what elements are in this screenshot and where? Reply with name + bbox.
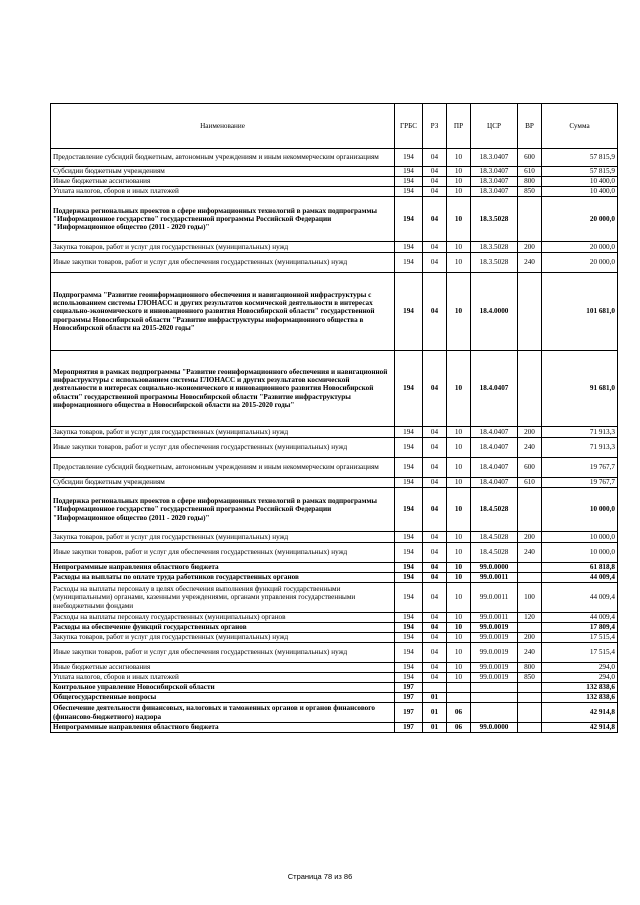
row-rz: 04 xyxy=(423,623,447,633)
row-name: Контрольное управление Новосибирской области xyxy=(51,683,395,693)
table-row xyxy=(51,273,618,351)
row-rz: 04 xyxy=(423,573,447,583)
row-sum: 294,0 xyxy=(542,673,618,683)
row-grbs: 194 xyxy=(395,643,423,663)
row-csr: 18.4.0407 xyxy=(471,427,518,438)
row-vr xyxy=(518,197,542,242)
row-sum: 42 914,8 xyxy=(542,723,618,733)
row-name: Мероприятия в рамках подпрограммы "Развитие геоинформационного обеспечения и навигационной инфраструктуры с использованием системы ГЛОНАСС и других результатов космической деятельности в интересах социально-экономического и инновационного развития Новосибирской области" государственной программы Новосибирской области "Развитие инфраструктуры информационного общества в Новосибирской области на 2015-2020 годы" xyxy=(51,351,395,427)
row-name: Обеспечение деятельности финансовых, налоговых и таможенных органов и органов финансового (финансово-бюджетного) надзора xyxy=(51,703,395,723)
row-sum: 61 818,8 xyxy=(542,563,618,573)
row-pr xyxy=(447,693,471,703)
row-grbs: 194 xyxy=(395,623,423,633)
row-vr: 600 xyxy=(518,458,542,478)
row-grbs: 197 xyxy=(395,703,423,723)
table-row xyxy=(51,543,618,563)
row-grbs: 194 xyxy=(395,242,423,253)
row-name: Непрограммные направления областного бюджета xyxy=(51,723,395,733)
header-sum: Сумма xyxy=(542,104,618,149)
row-pr: 10 xyxy=(447,583,471,613)
row-grbs: 194 xyxy=(395,149,423,167)
row-sum: 132 838,6 xyxy=(542,693,618,703)
budget-table xyxy=(50,103,618,733)
row-vr: 200 xyxy=(518,532,542,543)
row-pr: 10 xyxy=(447,543,471,563)
row-name: Закупка товаров, работ и услуг для государственных (муниципальных) нужд xyxy=(51,532,395,543)
row-pr: 10 xyxy=(447,663,471,673)
row-grbs: 197 xyxy=(395,683,423,693)
row-csr: 99.0.0019 xyxy=(471,623,518,633)
row-csr: 18.3.5028 xyxy=(471,197,518,242)
table-row xyxy=(51,633,618,643)
row-rz: 04 xyxy=(423,488,447,532)
row-sum: 17 809,4 xyxy=(542,623,618,633)
row-pr: 10 xyxy=(447,488,471,532)
row-grbs: 194 xyxy=(395,663,423,673)
row-sum: 294,0 xyxy=(542,663,618,673)
table-row xyxy=(51,532,618,543)
header-grbs: ГРБС xyxy=(395,104,423,149)
row-vr: 800 xyxy=(518,663,542,673)
row-grbs: 194 xyxy=(395,573,423,583)
row-sum: 10 000,0 xyxy=(542,543,618,563)
row-vr: 850 xyxy=(518,187,542,197)
table-row xyxy=(51,703,618,723)
row-rz: 01 xyxy=(423,723,447,733)
row-sum: 10 000,0 xyxy=(542,488,618,532)
row-pr: 06 xyxy=(447,723,471,733)
row-csr xyxy=(471,703,518,723)
row-name: Закупка товаров, работ и услуг для государственных (муниципальных) нужд xyxy=(51,427,395,438)
table-row xyxy=(51,673,618,683)
row-rz: 04 xyxy=(423,149,447,167)
row-vr: 240 xyxy=(518,253,542,273)
row-rz: 01 xyxy=(423,703,447,723)
row-sum: 20 000,0 xyxy=(542,253,618,273)
table-row xyxy=(51,613,618,623)
row-csr: 18.4.0407 xyxy=(471,478,518,488)
header-name: Наименование xyxy=(51,104,395,149)
row-vr: 120 xyxy=(518,613,542,623)
row-vr: 800 xyxy=(518,177,542,187)
row-grbs: 194 xyxy=(395,177,423,187)
row-sum: 17 515,4 xyxy=(542,643,618,663)
row-sum: 20 000,0 xyxy=(542,242,618,253)
table-row xyxy=(51,167,618,177)
row-grbs: 194 xyxy=(395,633,423,643)
row-grbs: 194 xyxy=(395,427,423,438)
table-row xyxy=(51,187,618,197)
row-csr: 99.0.0011 xyxy=(471,573,518,583)
row-pr: 10 xyxy=(447,167,471,177)
row-sum: 91 681,0 xyxy=(542,351,618,427)
row-sum: 10 000,0 xyxy=(542,532,618,543)
row-vr xyxy=(518,703,542,723)
row-sum: 44 009,4 xyxy=(542,573,618,583)
row-pr: 10 xyxy=(447,242,471,253)
row-grbs: 194 xyxy=(395,488,423,532)
row-grbs: 194 xyxy=(395,613,423,623)
row-vr xyxy=(518,488,542,532)
row-grbs: 194 xyxy=(395,273,423,351)
header-pr: ПР xyxy=(447,104,471,149)
row-name: Расходы на выплаты персоналу государственных (муниципальных) органов xyxy=(51,613,395,623)
row-sum: 44 009,4 xyxy=(542,583,618,613)
header-csr: ЦСР xyxy=(471,104,518,149)
row-vr xyxy=(518,563,542,573)
row-rz: 04 xyxy=(423,242,447,253)
row-sum: 20 000,0 xyxy=(542,197,618,242)
row-vr xyxy=(518,351,542,427)
table-body xyxy=(51,149,618,733)
row-sum: 71 913,3 xyxy=(542,427,618,438)
table-row xyxy=(51,693,618,703)
row-pr: 10 xyxy=(447,273,471,351)
row-csr: 99.0.0019 xyxy=(471,633,518,643)
row-rz: 04 xyxy=(423,563,447,573)
row-name: Предоставление субсидий бюджетным, автономным учреждениям и иным некоммерческим организациям xyxy=(51,458,395,478)
row-rz: 04 xyxy=(423,532,447,543)
row-name: Иные закупки товаров, работ и услуг для обеспечения государственных (муниципальных) нужд xyxy=(51,543,395,563)
row-rz: 04 xyxy=(423,351,447,427)
row-vr xyxy=(518,623,542,633)
row-csr: 99.0.0019 xyxy=(471,673,518,683)
row-csr: 18.4.5028 xyxy=(471,543,518,563)
row-name: Субсидии бюджетным учреждениям xyxy=(51,478,395,488)
row-vr xyxy=(518,683,542,693)
header-rz: РЗ xyxy=(423,104,447,149)
row-sum: 44 009,4 xyxy=(542,613,618,623)
row-vr: 240 xyxy=(518,438,542,458)
row-rz: 04 xyxy=(423,663,447,673)
table-row xyxy=(51,563,618,573)
row-grbs: 194 xyxy=(395,351,423,427)
row-pr: 10 xyxy=(447,253,471,273)
row-sum: 42 914,8 xyxy=(542,703,618,723)
row-csr: 18.3.0407 xyxy=(471,187,518,197)
row-rz: 04 xyxy=(423,458,447,478)
row-name: Иные закупки товаров, работ и услуг для обеспечения государственных (муниципальных) нужд xyxy=(51,643,395,663)
row-pr: 10 xyxy=(447,458,471,478)
table-row xyxy=(51,242,618,253)
table-row xyxy=(51,488,618,532)
row-csr: 18.3.5028 xyxy=(471,242,518,253)
table-header-row xyxy=(51,104,618,149)
row-vr: 600 xyxy=(518,149,542,167)
row-vr: 200 xyxy=(518,427,542,438)
row-csr: 18.4.0407 xyxy=(471,458,518,478)
row-pr: 10 xyxy=(447,351,471,427)
row-sum: 57 815,9 xyxy=(542,167,618,177)
row-rz: 04 xyxy=(423,427,447,438)
row-pr: 10 xyxy=(447,613,471,623)
table-row xyxy=(51,149,618,167)
row-sum: 101 681,0 xyxy=(542,273,618,351)
row-grbs: 194 xyxy=(395,563,423,573)
row-name: Уплата налогов, сборов и иных платежей xyxy=(51,673,395,683)
row-name: Иные закупки товаров, работ и услуг для обеспечения государственных (муниципальных) нужд xyxy=(51,438,395,458)
table-row xyxy=(51,253,618,273)
row-vr: 240 xyxy=(518,543,542,563)
row-sum: 132 838,6 xyxy=(542,683,618,693)
row-csr: 18.4.0000 xyxy=(471,273,518,351)
row-rz: 04 xyxy=(423,633,447,643)
row-vr: 240 xyxy=(518,643,542,663)
row-vr: 200 xyxy=(518,242,542,253)
row-grbs: 194 xyxy=(395,532,423,543)
row-vr: 850 xyxy=(518,673,542,683)
row-grbs: 197 xyxy=(395,693,423,703)
row-rz: 04 xyxy=(423,478,447,488)
row-grbs: 194 xyxy=(395,583,423,613)
row-grbs: 194 xyxy=(395,543,423,563)
row-pr: 10 xyxy=(447,438,471,458)
row-pr: 10 xyxy=(447,177,471,187)
row-pr: 10 xyxy=(447,563,471,573)
row-grbs: 197 xyxy=(395,723,423,733)
row-rz xyxy=(423,683,447,693)
row-name: Предоставление субсидий бюджетным, автономным учреждениям и иным некоммерческим организациям xyxy=(51,149,395,167)
row-csr: 18.4.0407 xyxy=(471,438,518,458)
row-name: Расходы на выплаты по оплате труда работников государственных органов xyxy=(51,573,395,583)
row-name: Закупка товаров, работ и услуг для государственных (муниципальных) нужд xyxy=(51,633,395,643)
row-rz: 04 xyxy=(423,613,447,623)
row-pr: 10 xyxy=(447,478,471,488)
row-pr: 10 xyxy=(447,197,471,242)
row-rz: 01 xyxy=(423,693,447,703)
row-pr: 10 xyxy=(447,532,471,543)
row-grbs: 194 xyxy=(395,187,423,197)
table-row xyxy=(51,351,618,427)
row-vr xyxy=(518,573,542,583)
row-name: Общегосударственные вопросы xyxy=(51,693,395,703)
row-pr xyxy=(447,683,471,693)
row-name: Непрограммные направления областного бюджета xyxy=(51,563,395,573)
row-sum: 19 767,7 xyxy=(542,458,618,478)
table-row xyxy=(51,683,618,693)
row-rz: 04 xyxy=(423,197,447,242)
row-pr: 10 xyxy=(447,673,471,683)
row-rz: 04 xyxy=(423,543,447,563)
row-grbs: 194 xyxy=(395,458,423,478)
row-rz: 04 xyxy=(423,643,447,663)
row-sum: 19 767,7 xyxy=(542,478,618,488)
row-rz: 04 xyxy=(423,167,447,177)
table-row xyxy=(51,643,618,663)
row-sum: 57 815,9 xyxy=(542,149,618,167)
row-pr: 10 xyxy=(447,643,471,663)
row-csr: 99.0.0000 xyxy=(471,563,518,573)
row-grbs: 194 xyxy=(395,438,423,458)
table-row xyxy=(51,573,618,583)
row-pr: 10 xyxy=(447,633,471,643)
row-name: Поддержка региональных проектов в сфере информационных технологий в рамках подпрограммы "Информационное государство" государственной программы Российской Федерации "Информационное общество (2011 - 2020 годы)" xyxy=(51,197,395,242)
row-vr: 200 xyxy=(518,633,542,643)
row-name: Уплата налогов, сборов и иных платежей xyxy=(51,187,395,197)
row-name: Иные бюджетные ассигнования xyxy=(51,663,395,673)
row-csr: 18.4.0407 xyxy=(471,351,518,427)
row-name: Расходы на обеспечение функций государственных органов xyxy=(51,623,395,633)
table-row xyxy=(51,583,618,613)
row-rz: 04 xyxy=(423,438,447,458)
row-sum: 10 400,0 xyxy=(542,187,618,197)
header-vr: ВР xyxy=(518,104,542,149)
row-vr: 100 xyxy=(518,583,542,613)
row-sum: 10 400,0 xyxy=(542,177,618,187)
row-csr: 18.4.5028 xyxy=(471,532,518,543)
row-grbs: 194 xyxy=(395,167,423,177)
row-vr: 610 xyxy=(518,167,542,177)
row-pr: 06 xyxy=(447,703,471,723)
table-row xyxy=(51,177,618,187)
row-name: Иные бюджетные ассигнования xyxy=(51,177,395,187)
row-csr: 99.0.0019 xyxy=(471,643,518,663)
row-csr: 99.0.0011 xyxy=(471,583,518,613)
row-csr: 18.3.0407 xyxy=(471,149,518,167)
row-grbs: 194 xyxy=(395,673,423,683)
row-pr: 10 xyxy=(447,187,471,197)
row-name: Подпрограмма "Развитие геоинформационного обеспечения и навигационной инфраструктуры с использованием системы ГЛОНАСС и других результатов космической деятельности в интересах социально-экономического и инновационного развития Новосибирской области" государственной программы Новосибирской области "Развитие инфраструктуры информационного общества в Новосибирской области на 2015-2020 годы" xyxy=(51,273,395,351)
row-csr: 18.3.0407 xyxy=(471,167,518,177)
row-rz: 04 xyxy=(423,583,447,613)
table-row xyxy=(51,197,618,242)
row-pr: 10 xyxy=(447,573,471,583)
row-grbs: 194 xyxy=(395,197,423,242)
row-rz: 04 xyxy=(423,187,447,197)
row-vr xyxy=(518,723,542,733)
row-pr: 10 xyxy=(447,623,471,633)
row-vr xyxy=(518,273,542,351)
table-row xyxy=(51,663,618,673)
row-name: Иные закупки товаров, работ и услуг для обеспечения государственных (муниципальных) нужд xyxy=(51,253,395,273)
row-name: Поддержка региональных проектов в сфере информационных технологий в рамках подпрограммы "Информационное государство" государственной программы Российской Федерации "Информационное общество (2011 - 2020 годы)" xyxy=(51,488,395,532)
row-vr xyxy=(518,693,542,703)
row-name: Субсидии бюджетным учреждениям xyxy=(51,167,395,177)
table-row xyxy=(51,438,618,458)
row-csr: 99.0.0000 xyxy=(471,723,518,733)
row-grbs: 194 xyxy=(395,253,423,273)
table-row xyxy=(51,478,618,488)
row-csr: 99.0.0019 xyxy=(471,663,518,673)
row-pr: 10 xyxy=(447,427,471,438)
row-csr xyxy=(471,683,518,693)
row-csr: 99.0.0011 xyxy=(471,613,518,623)
row-csr: 18.3.5028 xyxy=(471,253,518,273)
row-rz: 04 xyxy=(423,273,447,351)
table-row xyxy=(51,458,618,478)
row-vr: 610 xyxy=(518,478,542,488)
row-name: Расходы на выплаты персоналу в целях обеспечения выполнения функций государственными (муниципальными) органами, казенными учреждениями, органами управления государственными внебюджетными фондами xyxy=(51,583,395,613)
row-csr: 18.3.0407 xyxy=(471,177,518,187)
row-rz: 04 xyxy=(423,177,447,187)
table-row xyxy=(51,623,618,633)
row-rz: 04 xyxy=(423,673,447,683)
row-csr xyxy=(471,693,518,703)
row-sum: 71 913,3 xyxy=(542,438,618,458)
row-name: Закупка товаров, работ и услуг для государственных (муниципальных) нужд xyxy=(51,242,395,253)
row-pr: 10 xyxy=(447,149,471,167)
table-row xyxy=(51,723,618,733)
page-footer: Страница 78 из 86 xyxy=(287,872,353,881)
row-csr: 18.4.5028 xyxy=(471,488,518,532)
row-rz: 04 xyxy=(423,253,447,273)
row-sum: 17 515,4 xyxy=(542,633,618,643)
row-grbs: 194 xyxy=(395,478,423,488)
table-row xyxy=(51,427,618,438)
